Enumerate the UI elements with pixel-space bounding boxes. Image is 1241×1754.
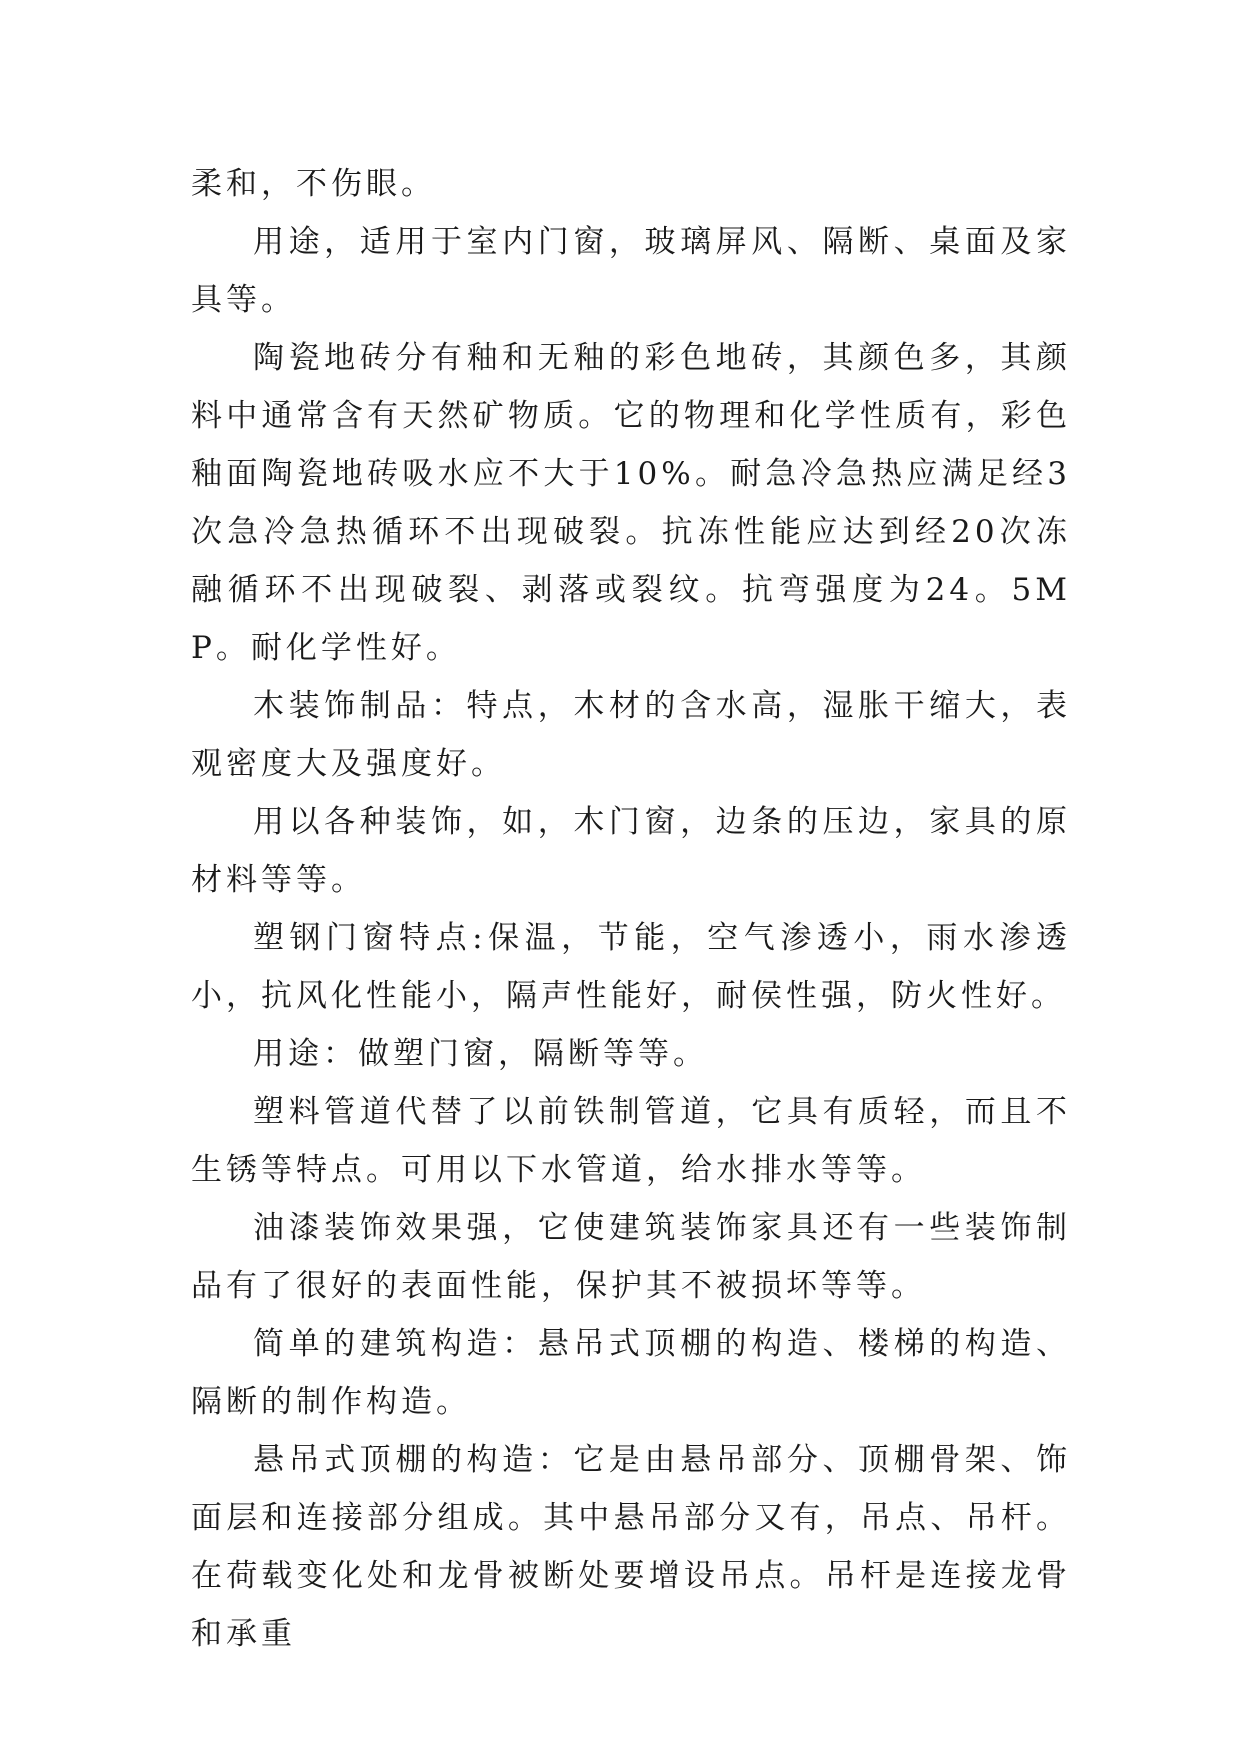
paragraph-4: 木装饰制品：特点，木材的含水高，湿胀干缩大，表观密度大及强度好。 xyxy=(191,688,1071,782)
paragraph-3: 陶瓷地砖分有釉和无釉的彩色地砖，其颜色多，其颜料中通常含有天然矿物质。它的物理和化学性质有，彩色釉面陶瓷地砖吸水应不大于10%。耐急冷急热应满足经3次急冷急热循环不出现破裂。抗冻性能应达到经20次冻融循环不出现破裂、剥落或裂纹。抗弯强度为24。5MP。耐化学性好。 xyxy=(191,340,1071,666)
paragraph-1: 柔和，不伤眼。 xyxy=(191,166,436,202)
paragraph-6: 塑钢门窗特点:保温，节能，空气渗透小，雨水渗透小，抗风化性能小，隔声性能好，耐侯性强，防火性好。 xyxy=(191,920,1071,1014)
paragraph-8: 塑料管道代替了以前铁制管道，它具有质轻，而且不生锈等特点。可用以下水管道，给水排水等等。 xyxy=(191,1094,1071,1188)
paragraph-5: 用以各种装饰，如，木门窗，边条的压边，家具的原材料等等。 xyxy=(191,804,1071,898)
paragraph-11: 悬吊式顶棚的构造：它是由悬吊部分、顶棚骨架、饰面层和连接部分组成。其中悬吊部分又有，吊点、吊杆。在荷载变化处和龙骨被断处要增设吊点。吊杆是连接龙骨和承重 xyxy=(191,1442,1071,1652)
document-body xyxy=(191,155,1071,1663)
paragraph-2: 用途，适用于室内门窗，玻璃屏风、隔断、桌面及家具等。 xyxy=(191,224,1071,318)
paragraph-9: 油漆装饰效果强，它使建筑装饰家具还有一些装饰制品有了很好的表面性能，保护其不被损坏等等。 xyxy=(191,1210,1071,1304)
paragraph-10: 简单的建筑构造：悬吊式顶棚的构造、楼梯的构造、隔断的制作构造。 xyxy=(191,1326,1071,1420)
paragraph-7: 用途：做塑门窗，隔断等等。 xyxy=(253,1036,708,1072)
